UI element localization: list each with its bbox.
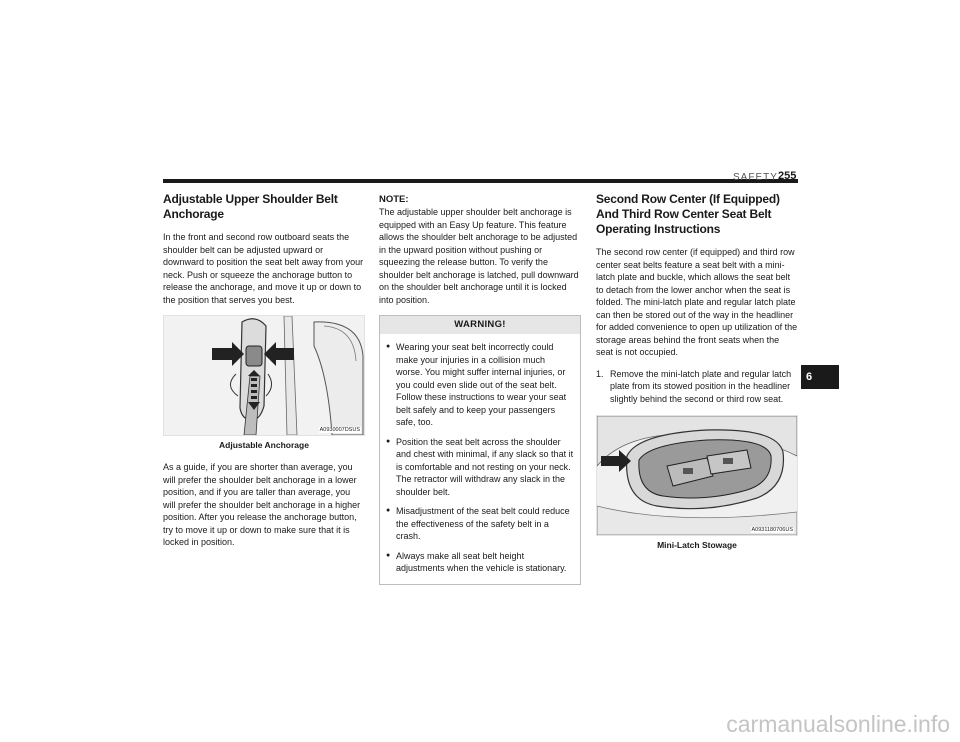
guide-paragraph: As a guide, if you are shorter than average, you will prefer the shoulder belt anchorage in a lower position, and if you are taller than average, you will prefer the shoulder belt anchorage in a higher position. After you release the anchorage button, try to move it up or down to make sure that it is locked in position. — [163, 462, 361, 547]
figure-code: A0931180706US — [751, 527, 793, 533]
figure-caption: Adjustable Anchorage — [219, 440, 309, 450]
section-heading-adjustable-anchorage: Adjustable Upper Shoulder Belt Anchorage — [163, 192, 338, 221]
warning-title: WARNING! — [380, 316, 580, 334]
warning-box — [379, 315, 581, 585]
adjustable-anchorage-illustration — [164, 316, 364, 435]
right-column — [596, 192, 798, 561]
warning-item: ● Misadjustment of the seat belt could reduce the effectiveness of the safety belt in a crash. — [386, 505, 574, 543]
chapter-tab: 6 — [801, 365, 839, 389]
center-belt-intro: The second row center (if equipped) and third row center seat belts feature a seat belt with a mini-latch plate and buckle, which allows the seat belt to detach from the lower anchor when the seat is folded. The mini-latch plate and regular latch plate can then be stored out of the way in the headliner for added convenience to open up utilization of the storage areas behind the front seats when the seat is not occupied. — [596, 247, 798, 357]
middle-column — [379, 192, 581, 585]
step-number: 1. — [596, 368, 604, 379]
watermark: carmanualsonline.info — [726, 711, 950, 737]
note-label: NOTE: — [379, 194, 409, 205]
figure-code: A0930007DSUS — [319, 427, 360, 433]
warning-item: ● Wearing your seat belt incorrectly could make your injuries in a collision much worse. You might suffer internal injuries, or you could even slide out of the seat belt. Follow these instructions to wear your seat belt safely and to keep your passengers safe, too. — [386, 341, 574, 429]
left-column — [163, 192, 365, 558]
figure-mini-latch-stowage — [596, 415, 798, 536]
note-text: The adjustable upper shoulder belt anchorage is equipped with an Easy Up feature. This feature allows the shoulder belt anchorage to be adjusted in the upward position without pushing or squeezing the release button. To verify the shoulder belt anchorage is latched, pull downward on the shoulder belt anchorage until it is locked into position. — [379, 207, 579, 305]
header-section-title: SAFETY — [733, 172, 778, 183]
warning-item: ● Position the seat belt across the shoulder and chest with minimal, if any slack so that it is comfortable and not resting on your neck. The retractor will withdraw any slack in the shoulder belt. — [386, 436, 574, 499]
intro-paragraph: In the front and second row outboard seats the shoulder belt can be adjusted upward or downward to position the seat belt away from your neck. Push or squeeze the anchorage button to release the anchorage, and move it up or down to the position that serves you best. — [163, 232, 364, 305]
warning-list — [380, 334, 580, 584]
header-rule — [163, 179, 798, 183]
figure-caption: Mini-Latch Stowage — [657, 540, 737, 550]
warning-item: ● Always make all seat belt height adjustments when the vehicle is stationary. — [386, 550, 574, 575]
mini-latch-illustration — [597, 416, 797, 535]
figure-adjustable-anchorage — [163, 315, 365, 436]
page-number: 255 — [778, 170, 797, 182]
steps-list — [596, 368, 798, 406]
step-text: Remove the mini-latch plate and regular latch plate from its stowed position in the headliner slightly behind the second or third row seat. — [610, 368, 792, 404]
step-item — [596, 368, 798, 406]
section-heading-center-seat-belt: Second Row Center (If Equipped) And Third Row Center Seat Belt Operating Instructions — [596, 192, 780, 236]
